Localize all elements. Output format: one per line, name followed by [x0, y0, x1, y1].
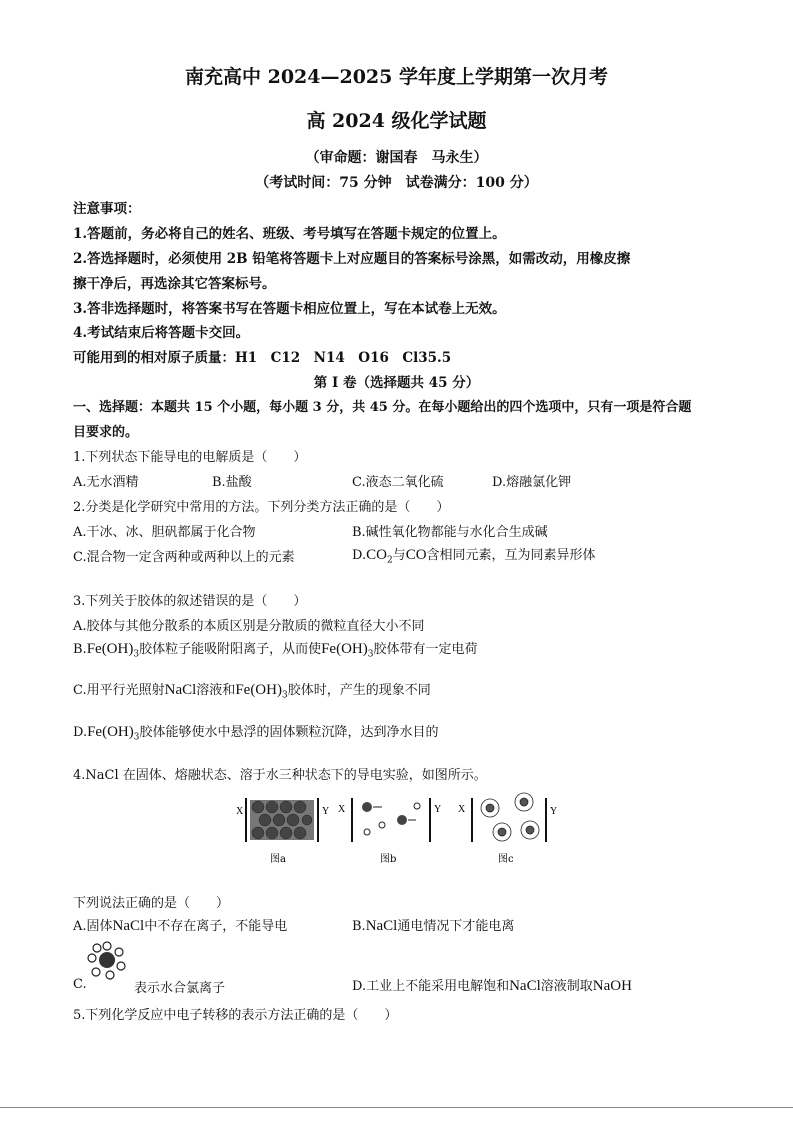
- fig-c-electrode-y: Y: [550, 806, 558, 817]
- note-1: 1.答题前，务必将自己的姓名、班级、考号填写在答题卡规定的位置上。: [73, 226, 506, 242]
- fig-a-label: 图a: [270, 854, 286, 865]
- fig-a: [236, 798, 329, 865]
- note-2a: 2.答选择题时，必须使用 2B 铅笔将答题卡上对应题目的答案标号涂黑，如需改动，用橡皮擦: [73, 251, 631, 267]
- q4-option-c-prefix: C.: [73, 977, 87, 992]
- note-4: 4.考试结束后将答题卡交回。: [73, 325, 250, 341]
- q2-stem: 2.分类是化学研究中常用的方法。下列分类方法正确的是（ ）: [73, 500, 450, 515]
- section-intro-a: 一、选择题：本题共 15 个小题，每小题 3 分，共 45 分。在每小题给出的四个选项中，只有一项是符合题: [73, 400, 692, 415]
- q1-option-c: C.液态二氧化硫: [352, 475, 444, 490]
- fig-b-label: 图b: [380, 854, 397, 865]
- q3-option-d: $D.Fe(OH)_3$胶体能够使水中悬浮的固体颗粒沉降，达到净水目的: [73, 724, 439, 743]
- fig-b-electrode-y: Y: [434, 804, 442, 815]
- page-bottom-divider: [0, 1107, 793, 1108]
- atomic-masses: 可能用到的相对原子质量：H1 C12 N14 O16 Cl35.5: [73, 350, 452, 366]
- q5-stem: 5.下列化学反应中电子转移的表示方法正确的是（ ）: [73, 1008, 398, 1023]
- q1-stem: 1.下列状态下能导电的电解质是（ ）: [73, 450, 307, 465]
- conductivity-figure: [232, 790, 572, 870]
- note-3: 3.答非选择题时，将答案书写在答题卡相应位置上，写在本试卷上无效。: [73, 301, 506, 317]
- exam-title: 南充高中 2024—2025 学年度上学期第一次月考: [185, 66, 608, 88]
- fig-b: [338, 798, 441, 865]
- section-title: 第 I 卷（选择题共 45 分）: [313, 375, 480, 391]
- q4-question: 下列说法正确的是（ ）: [73, 896, 230, 911]
- fig-c-label: 图c: [498, 854, 514, 865]
- q4-stem: 4.NaCl 在固体、熔融状态、溶于水三种状态下的导电实验，如图所示。: [73, 768, 487, 783]
- hydrated-ion-icon: [84, 940, 130, 980]
- q3-option-b: $B.Fe(OH)_3$胶体粒子能吸附阳离子，从而使$Fe(OH)_3$胶体带有一定电荷: [73, 641, 478, 660]
- q3-stem: 3.下列关于胶体的叙述错误的是（ ）: [73, 594, 307, 609]
- note-2b: 擦干净后，再选涂其它答案标号。: [73, 276, 276, 292]
- fig-a-electrode-y: Y: [322, 806, 330, 817]
- q2-option-b: B.碱性氧化物都能与水化合生成碱: [352, 525, 548, 540]
- section-intro-b: 目要求的。: [73, 425, 139, 440]
- q1-option-b: B.盐酸: [212, 475, 252, 490]
- authors: （审命题：谢国春 马永生）: [305, 150, 488, 166]
- q3-option-c: C.用平行光照射NaCl溶液和$Fe(OH)_3$胶体时，产生的现象不同: [73, 682, 431, 701]
- exam-subtitle: 高 2024 级化学试题: [306, 110, 487, 132]
- fig-c-electrode-x: X: [458, 804, 466, 815]
- q2-option-c: C.混合物一定含两种或两种以上的元素: [73, 550, 295, 565]
- q1-option-a: A.无水酒精: [73, 475, 139, 490]
- q2-option-a: A.干冰、冰、胆矾都属于化合物: [73, 525, 256, 540]
- q4-option-b: B.NaCl通电情况下才能电离: [352, 918, 515, 934]
- notes-heading: 注意事项：: [73, 201, 141, 217]
- conductivity-figure-svg: [232, 790, 572, 870]
- q1-option-d: D.熔融氯化钾: [492, 475, 572, 490]
- exam-info: （考试时间：75 分钟 试卷满分：100 分）: [255, 175, 538, 191]
- q4-option-a: A.固体NaCl中不存在离子，不能导电: [73, 918, 288, 934]
- fig-c: [458, 793, 557, 865]
- fig-a-electrode-x: X: [236, 806, 244, 817]
- q3-option-a: A.胶体与其他分散系的本质区别是分散质的微粒直径大小不同: [73, 619, 425, 634]
- q2-option-d: $D.CO_2$与CO含相同元素，互为同素异形体: [352, 547, 596, 566]
- fig-b-electrode-x: X: [338, 804, 346, 815]
- q4-option-d: D.工业上不能采用电解饱和NaCl溶液制取NaOH: [352, 978, 632, 994]
- q4-option-c: 表示水合氯离子: [134, 981, 226, 996]
